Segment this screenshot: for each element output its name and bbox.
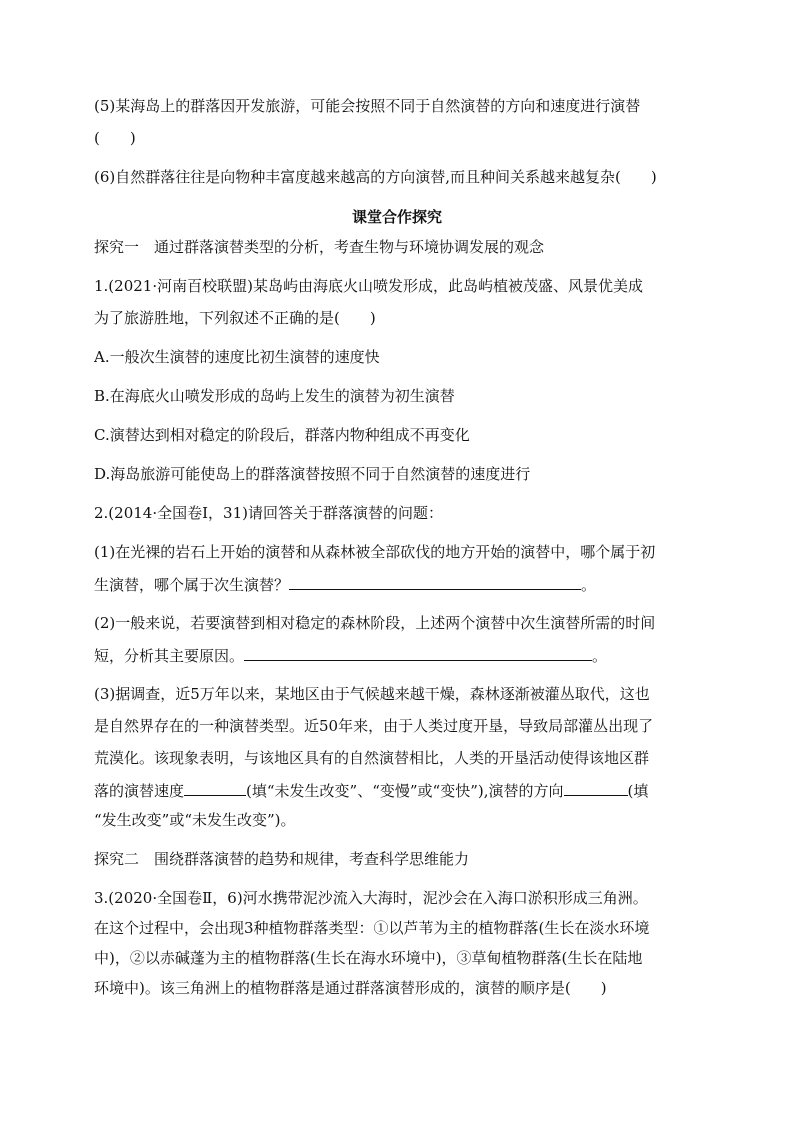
question1-stem-line2: 为了旅游胜地，下列叙述不正确的是( ) <box>94 309 376 327</box>
q5-answer-bracket: ( ) <box>94 129 136 147</box>
answer-blank-3[interactable] <box>184 780 246 796</box>
question3-line1: 3.(2020·全国卷Ⅱ，6)河水携带泥沙流入大海时，泥沙会在入海口淤积形成三角洲。 <box>94 889 648 907</box>
question1-option-c: C.演替达到相对稳定的阶段后，群落内物种组成不再变化 <box>94 426 470 444</box>
question2-sub1-text: 生演替，哪个属于次生演替？ <box>94 576 290 594</box>
question1-option-a: A.一般次生演替的速度比初生演替的速度快 <box>94 348 380 366</box>
question3-line4: 环境中)。该三角洲上的植物群落是通过群落演替形成的，演替的顺序是( ) <box>94 979 607 997</box>
question2-sub3-line4 <box>94 780 648 801</box>
question1-option-b: B.在海底火山喷发形成的岛屿上发生的演替为初生演替 <box>94 387 455 405</box>
question2-sub3-line5: “发生改变”或“未发生改变”)。 <box>94 811 296 829</box>
question2-sub3-text-b: (填“未发生改变”、“变慢”或“变快”),演替的方向 <box>246 782 564 800</box>
question2-sub2-line2 <box>94 645 607 666</box>
question2-stem: 2.(2014·全国卷Ⅰ，31)请回答关于群落演替的问题： <box>94 504 443 522</box>
explore1-title: 探究一 通过群落演替类型的分析，考查生物与环境协调发展的观念 <box>94 238 545 256</box>
question2-sub2-text: 短，分析其主要原因。 <box>94 647 245 665</box>
answer-blank-2[interactable] <box>244 645 592 661</box>
question2-sub3-line3: 荒漠化。该现象表明，与该地区具有的自然演替相比，人类的开垦活动使得该地区群 <box>94 749 650 767</box>
q6-line1: (6)自然群落往往是向物种丰富度越来越高的方向演替,而且种间关系越来越复杂( ) <box>94 168 657 186</box>
question2-sub1-line1: (1)在光裸的岩石上开始的演替和从森林被全部砍伐的地方开始的演替中，哪个属于初 <box>94 543 656 561</box>
q5-line1: (5)某海岛上的群落因开发旅游，可能会按照不同于自然演替的方向和速度进行演替 <box>94 97 641 115</box>
question2-sub2-period: 。 <box>592 647 608 665</box>
section-title: 课堂合作探究 <box>351 208 442 226</box>
question2-sub1-period: 。 <box>581 576 597 594</box>
question1-stem-line1: 1.(2021·河南百校联盟)某岛屿由海底火山喷发形成，此岛屿植被茂盛、风景优美成 <box>94 277 643 295</box>
question2-sub1-line2 <box>94 574 596 595</box>
question2-sub3-text-a: 落的演替速度 <box>94 782 185 800</box>
explore2-title: 探究二 围绕群落演替的趋势和规律，考查科学思维能力 <box>94 850 470 868</box>
question2-sub3-line1: (3)据调查，近5万年以来，某地区由于气候越来越干燥，森林逐渐被灌丛取代，这也 <box>94 685 650 703</box>
question2-sub3-line2: 是自然界存在的一种演替类型。近50年来，由于人类过度开垦，导致局部灌丛出现了 <box>94 717 654 735</box>
question3-line3: 中)，②以赤碱蓬为主的植物群落(生长在海水环境中)，③草甸植物群落(生长在陆地 <box>94 949 643 967</box>
question2-sub2-line1: (2)一般来说，若要演替到相对稳定的森林阶段，上述两个演替中次生演替所需的时间 <box>94 614 656 632</box>
question2-sub3-text-c: (填 <box>627 782 649 800</box>
question3-line2: 在这个过程中，会出现3种植物群落类型：①以芦苇为主的植物群落(生长在淡水环境 <box>94 919 650 937</box>
question1-option-d: D.海岛旅游可能使岛上的群落演替按照不同于自然演替的速度进行 <box>94 465 531 483</box>
answer-blank-1[interactable] <box>289 574 581 590</box>
answer-blank-4[interactable] <box>564 780 628 796</box>
